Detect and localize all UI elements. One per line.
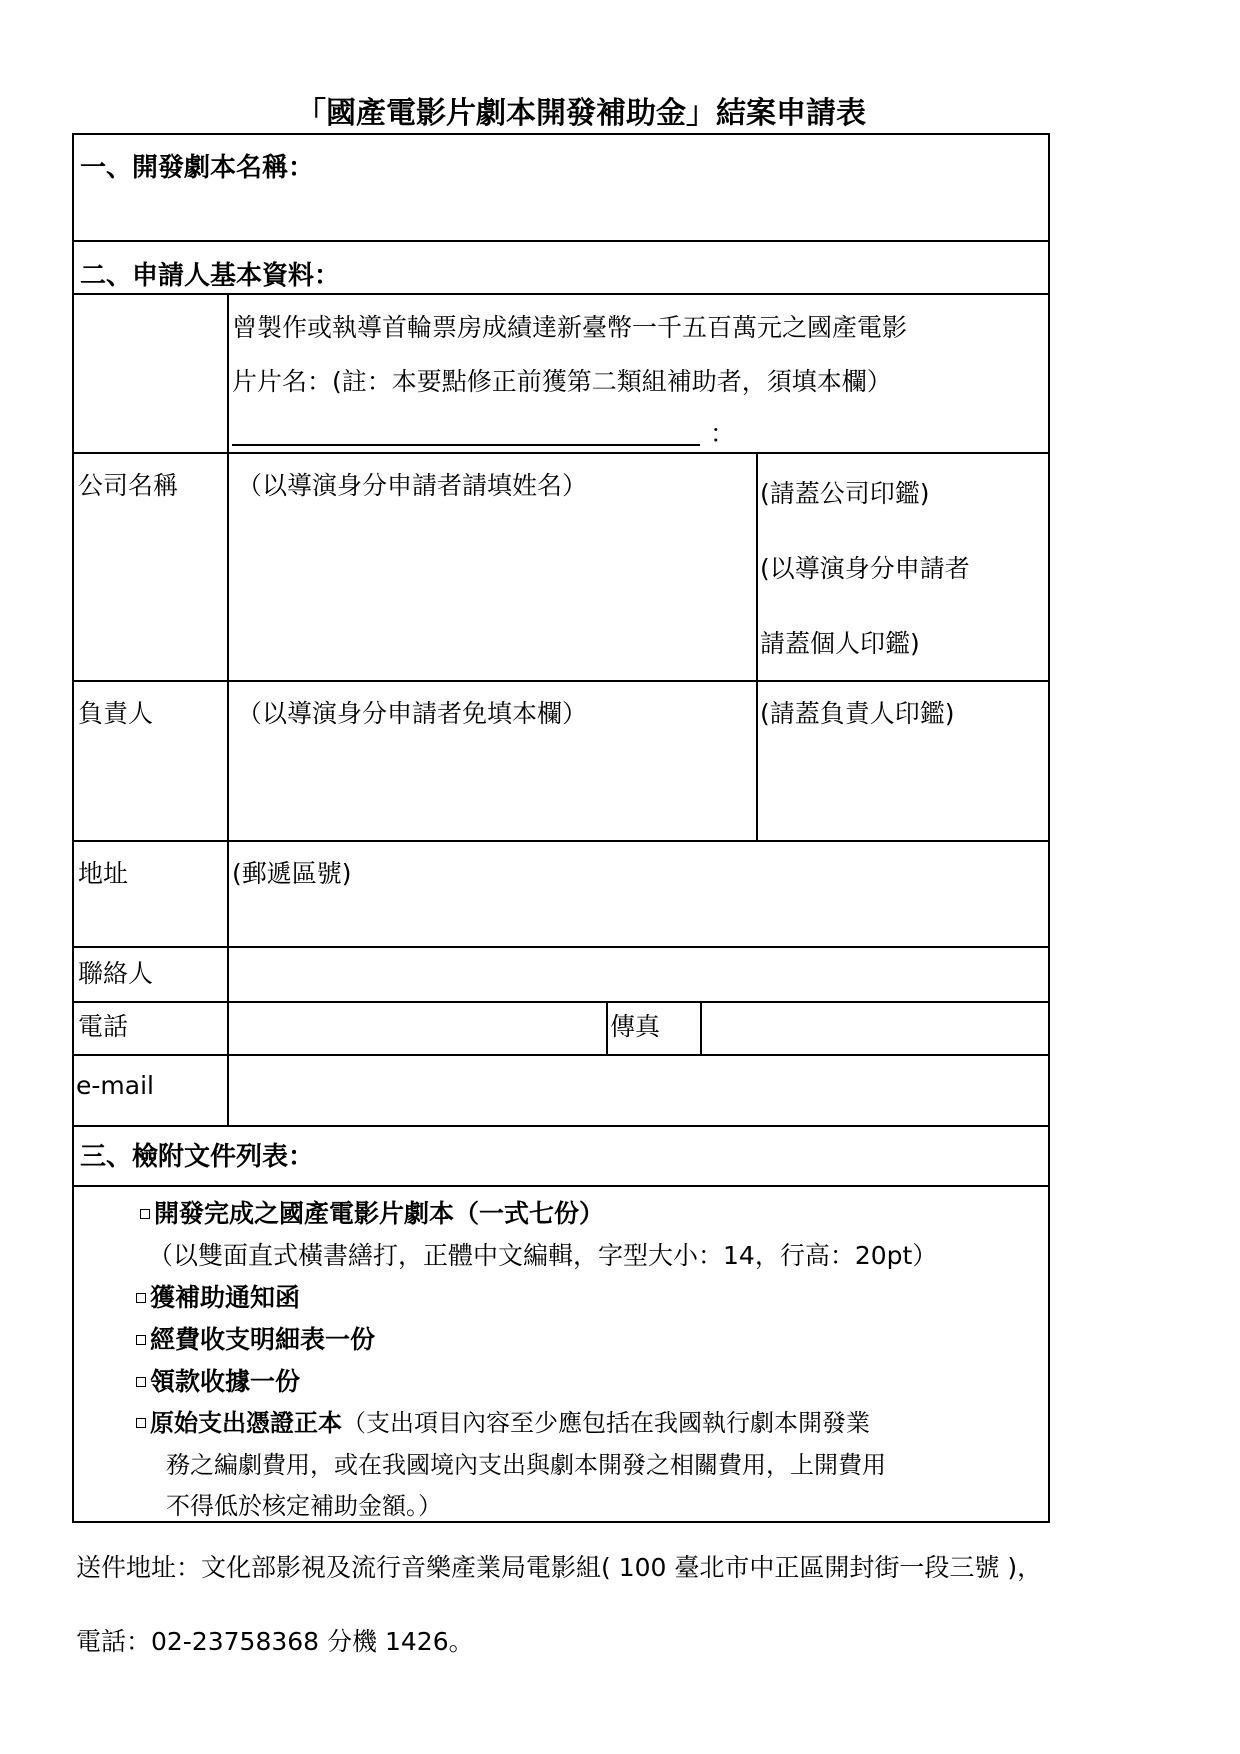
checkbox-icon[interactable] bbox=[140, 1209, 150, 1219]
section2-heading: 二、申請人基本資料： bbox=[80, 261, 341, 291]
row-divider bbox=[74, 240, 1048, 242]
row-divider bbox=[74, 452, 1048, 454]
document-item-5-note-3: 不得低於核定補助金額。） bbox=[166, 1492, 442, 1520]
fax-value-divider bbox=[700, 1001, 702, 1054]
checkbox-icon[interactable] bbox=[136, 1335, 146, 1345]
contact-field[interactable] bbox=[230, 948, 1048, 1000]
document-item-label: 開發完成之國產電影片劇本（一式七份） bbox=[154, 1199, 605, 1228]
owner-field[interactable] bbox=[230, 725, 754, 838]
contact-label: 聯絡人 bbox=[78, 959, 154, 988]
document-item-1 bbox=[140, 1201, 604, 1226]
company-name-field[interactable] bbox=[230, 495, 754, 678]
application-form bbox=[72, 133, 1050, 1523]
label-column-divider bbox=[227, 293, 229, 1125]
seal-column-divider bbox=[756, 452, 758, 840]
checkbox-icon[interactable] bbox=[136, 1418, 146, 1428]
film-colon: ： bbox=[710, 419, 736, 448]
email-label: e-mail bbox=[76, 1071, 154, 1100]
document-item-1-note: （以雙面直式橫書繕打，正體中文編輯，字型大小：14，行高：20pt） bbox=[148, 1241, 938, 1270]
film-line-1: 曾製作或執導首輪票房成績達新臺幣一千五百萬元之國產電影 bbox=[232, 313, 908, 342]
script-title-field[interactable] bbox=[74, 185, 1048, 240]
checkbox-icon[interactable] bbox=[136, 1293, 146, 1303]
company-label: 公司名稱 bbox=[78, 471, 179, 500]
section3-heading: 三、檢附文件列表： bbox=[80, 1142, 315, 1172]
document-item-2 bbox=[136, 1285, 300, 1310]
company-seal-note-1: (請蓋公司印鑑) bbox=[760, 479, 930, 508]
row-divider bbox=[74, 680, 1048, 682]
phone-label: 電話 bbox=[78, 1012, 129, 1041]
footer-address-value: ：文化部影視及流行音樂產業局電影組( 100 臺北市中正區開封街一段三號 )， bbox=[176, 1553, 1043, 1582]
footer-address bbox=[76, 1548, 1042, 1584]
email-field[interactable] bbox=[230, 1056, 1048, 1124]
address-field[interactable] bbox=[230, 890, 1048, 944]
company-seal-note-2: (以導演身分申請者 bbox=[760, 554, 970, 583]
document-item-label: 經費收支明細表一份 bbox=[150, 1325, 376, 1354]
row-divider bbox=[74, 1185, 1048, 1187]
footer-address-label: 送件地址 bbox=[76, 1553, 177, 1582]
document-item-5-note-1: （支出項目內容至少應包括在我國執行劇本開發業 bbox=[342, 1409, 870, 1437]
section1-heading: 一、開發劇本名稱： bbox=[80, 153, 315, 183]
row-divider bbox=[74, 293, 1048, 295]
document-item-5-note-2: 務之編劇費用，或在我國境內支出與劇本開發之相關費用，上開費用 bbox=[166, 1451, 886, 1479]
owner-hint: （以導演身分申請者免填本欄） bbox=[237, 699, 588, 728]
film-title-blank[interactable] bbox=[232, 444, 700, 446]
row-divider bbox=[74, 840, 1048, 842]
row-divider bbox=[74, 1125, 1048, 1127]
fax-field[interactable] bbox=[704, 1003, 1048, 1053]
checkbox-icon[interactable] bbox=[136, 1377, 146, 1387]
document-item-label: 領款收據一份 bbox=[150, 1367, 301, 1396]
document-item-5 bbox=[136, 1408, 870, 1437]
document-item-label: 獲補助通知函 bbox=[150, 1283, 301, 1312]
form-title: 「國產電影片劇本開發補助金」結案申請表 bbox=[296, 96, 866, 131]
document-item-label: 原始支出憑證正本 bbox=[150, 1408, 342, 1437]
address-hint: (郵遞區號) bbox=[232, 859, 352, 888]
fax-label: 傳真 bbox=[610, 1012, 661, 1041]
footer-phone: 電話：02-23758368 分機 1426。 bbox=[76, 1627, 474, 1656]
owner-label: 負責人 bbox=[78, 699, 154, 728]
company-hint: （以導演身分申請者請填姓名） bbox=[237, 471, 588, 500]
fax-label-divider bbox=[606, 1001, 608, 1054]
film-line-2: 片片名：(註：本要點修正前獲第二類組補助者，須填本欄） bbox=[232, 367, 892, 396]
company-seal-note-3: 請蓋個人印鑑) bbox=[760, 629, 920, 658]
document-item-4 bbox=[136, 1369, 300, 1394]
document-item-3 bbox=[136, 1327, 375, 1352]
phone-field[interactable] bbox=[230, 1003, 605, 1053]
owner-seal-note: (請蓋負責人印鑑) bbox=[760, 699, 955, 728]
address-label: 地址 bbox=[78, 859, 129, 888]
